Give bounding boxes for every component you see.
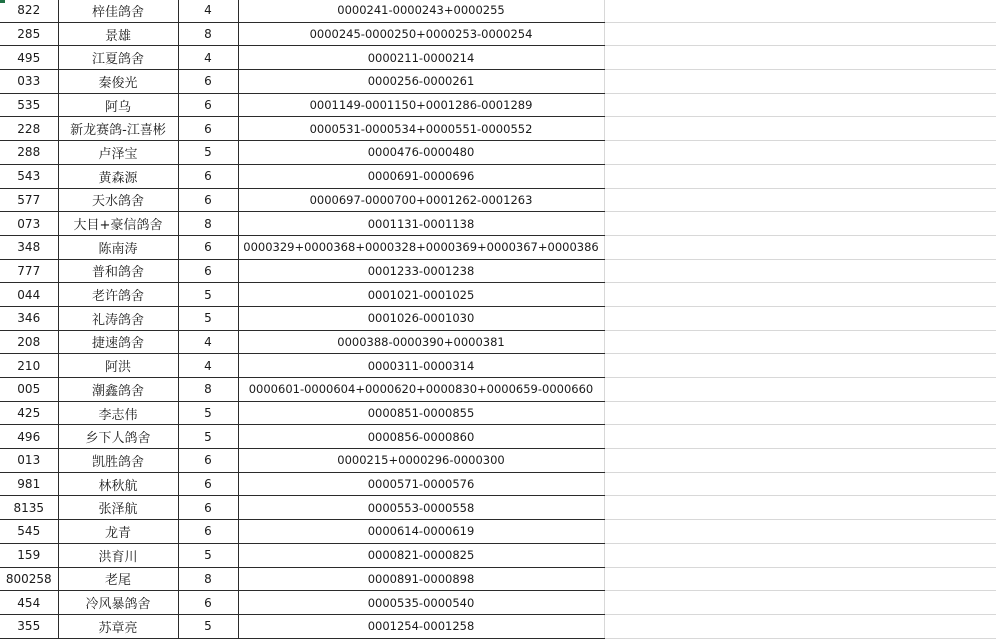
empty-cell[interactable] bbox=[604, 46, 996, 70]
table-row bbox=[0, 543, 1000, 567]
grid-edge bbox=[996, 259, 1000, 283]
table-row bbox=[0, 449, 1000, 473]
pigeon-count-cell[interactable]: 5 bbox=[178, 306, 238, 330]
ring-numbers-cell[interactable]: 0000821-0000825 bbox=[238, 543, 604, 567]
empty-cell[interactable] bbox=[604, 330, 996, 354]
owner-id-cell[interactable]: 348 bbox=[0, 235, 58, 259]
empty-cell[interactable] bbox=[604, 93, 996, 117]
owner-id-cell[interactable]: 159 bbox=[0, 543, 58, 567]
empty-cell[interactable] bbox=[604, 259, 996, 283]
pigeon-count-cell[interactable]: 5 bbox=[178, 425, 238, 449]
ring-numbers-cell[interactable]: 0000691-0000696 bbox=[238, 164, 604, 188]
table-row bbox=[0, 472, 1000, 496]
owner-id-cell[interactable]: 073 bbox=[0, 212, 58, 236]
owner-id-cell[interactable]: 005 bbox=[0, 378, 58, 402]
pigeon-count-cell[interactable]: 6 bbox=[178, 591, 238, 615]
table-row bbox=[0, 306, 1000, 330]
table-row bbox=[0, 283, 1000, 307]
table-row bbox=[0, 164, 1000, 188]
pigeon-count-cell[interactable]: 6 bbox=[178, 235, 238, 259]
ring-numbers-cell[interactable]: 0000614-0000619 bbox=[238, 520, 604, 544]
table-row bbox=[0, 141, 1000, 165]
ring-numbers-cell[interactable]: 0001149-0001150+0001286-0001289 bbox=[238, 93, 604, 117]
empty-cell[interactable] bbox=[604, 591, 996, 615]
table-row bbox=[0, 70, 1000, 94]
ring-numbers-cell[interactable]: 0000256-0000261 bbox=[238, 70, 604, 94]
table-row bbox=[0, 0, 1000, 22]
pigeon-count-cell[interactable]: 8 bbox=[178, 22, 238, 46]
grid-edge bbox=[996, 614, 1000, 638]
pigeon-count-cell[interactable]: 6 bbox=[178, 117, 238, 141]
owner-id-cell[interactable]: 800258 bbox=[0, 567, 58, 591]
ring-numbers-cell[interactable]: 0001233-0001238 bbox=[238, 259, 604, 283]
table-row bbox=[0, 354, 1000, 378]
pigeon-count-cell[interactable]: 8 bbox=[178, 378, 238, 402]
loft-name-cell[interactable]: 潮鑫鸽舍 bbox=[58, 378, 178, 402]
pigeon-count-cell[interactable]: 6 bbox=[178, 520, 238, 544]
grid-edge bbox=[996, 93, 1000, 117]
owner-id-cell[interactable]: 346 bbox=[0, 306, 58, 330]
grid-edge bbox=[996, 22, 1000, 46]
empty-cell[interactable] bbox=[604, 117, 996, 141]
grid-edge bbox=[996, 306, 1000, 330]
ring-numbers-cell[interactable]: 0000535-0000540 bbox=[238, 591, 604, 615]
ring-numbers-cell[interactable]: 0000856-0000860 bbox=[238, 425, 604, 449]
loft-name-cell[interactable]: 黄森源 bbox=[58, 164, 178, 188]
ring-numbers-cell[interactable]: 0000571-0000576 bbox=[238, 472, 604, 496]
table-row bbox=[0, 22, 1000, 46]
ring-numbers-cell[interactable]: 0000311-0000314 bbox=[238, 354, 604, 378]
grid-edge bbox=[996, 46, 1000, 70]
empty-cell[interactable] bbox=[604, 212, 996, 236]
table-row bbox=[0, 591, 1000, 615]
pigeon-count-cell[interactable]: 6 bbox=[178, 496, 238, 520]
table-row bbox=[0, 259, 1000, 283]
empty-cell[interactable] bbox=[604, 22, 996, 46]
empty-cell[interactable] bbox=[604, 472, 996, 496]
loft-name-cell[interactable]: 新龙赛鸽-江喜彬 bbox=[58, 117, 178, 141]
grid-edge bbox=[996, 283, 1000, 307]
empty-cell[interactable] bbox=[604, 425, 996, 449]
table-row bbox=[0, 188, 1000, 212]
ring-numbers-cell[interactable]: 0000891-0000898 bbox=[238, 567, 604, 591]
loft-name-cell[interactable]: 大目+豪信鸽舍 bbox=[58, 212, 178, 236]
loft-name-cell[interactable]: 龙青 bbox=[58, 520, 178, 544]
table-row bbox=[0, 117, 1000, 141]
ring-numbers-cell[interactable]: 0000697-0000700+0001262-0001263 bbox=[238, 188, 604, 212]
grid-edge bbox=[996, 378, 1000, 402]
pigeon-count-cell[interactable]: 8 bbox=[178, 567, 238, 591]
loft-name-cell[interactable]: 捷速鸽舍 bbox=[58, 330, 178, 354]
ring-numbers-cell[interactable]: 0000601-0000604+0000620+0000830+0000659-0000660 bbox=[238, 378, 604, 402]
empty-cell[interactable] bbox=[604, 401, 996, 425]
loft-name-cell[interactable]: 江夏鸽舍 bbox=[58, 46, 178, 70]
pigeon-count-cell[interactable]: 6 bbox=[178, 70, 238, 94]
empty-cell[interactable] bbox=[604, 188, 996, 212]
owner-id-cell[interactable]: 543 bbox=[0, 164, 58, 188]
loft-name-cell[interactable]: 梓佳鸽舍 bbox=[58, 0, 178, 22]
empty-cell[interactable] bbox=[604, 306, 996, 330]
loft-name-cell[interactable]: 天水鸽舍 bbox=[58, 188, 178, 212]
empty-cell[interactable] bbox=[604, 235, 996, 259]
grid-edge bbox=[996, 212, 1000, 236]
ring-numbers-cell[interactable]: 0000531-0000534+0000551-0000552 bbox=[238, 117, 604, 141]
ring-numbers-cell[interactable]: 0001131-0001138 bbox=[238, 212, 604, 236]
ring-numbers-cell[interactable]: 0000388-0000390+0000381 bbox=[238, 330, 604, 354]
owner-id-cell[interactable]: 496 bbox=[0, 425, 58, 449]
table-row bbox=[0, 425, 1000, 449]
owner-id-cell[interactable]: 285 bbox=[0, 22, 58, 46]
loft-name-cell[interactable]: 普和鸽舍 bbox=[58, 259, 178, 283]
pigeon-count-cell[interactable]: 6 bbox=[178, 259, 238, 283]
owner-id-cell[interactable]: 288 bbox=[0, 141, 58, 165]
table-row bbox=[0, 614, 1000, 638]
pigeon-count-cell[interactable]: 4 bbox=[178, 354, 238, 378]
grid-edge bbox=[996, 164, 1000, 188]
empty-cell[interactable] bbox=[604, 70, 996, 94]
grid-edge bbox=[996, 591, 1000, 615]
loft-name-cell[interactable]: 凯胜鸽舍 bbox=[58, 449, 178, 473]
grid-edge bbox=[996, 543, 1000, 567]
loft-name-cell[interactable]: 冷风暴鸽舍 bbox=[58, 591, 178, 615]
owner-id-cell[interactable]: 777 bbox=[0, 259, 58, 283]
table-row bbox=[0, 330, 1000, 354]
grid-edge bbox=[996, 354, 1000, 378]
loft-name-cell[interactable]: 老许鸽舍 bbox=[58, 283, 178, 307]
loft-name-cell[interactable]: 礼涛鸽舍 bbox=[58, 306, 178, 330]
table-row bbox=[0, 401, 1000, 425]
owner-id-cell[interactable]: 208 bbox=[0, 330, 58, 354]
pigeon-count-cell[interactable]: 6 bbox=[178, 164, 238, 188]
owner-id-cell[interactable]: 228 bbox=[0, 117, 58, 141]
empty-cell[interactable] bbox=[604, 449, 996, 473]
empty-cell[interactable] bbox=[604, 0, 996, 22]
ring-numbers-cell[interactable]: 0001254-0001258 bbox=[238, 614, 604, 638]
table-row bbox=[0, 496, 1000, 520]
owner-id-cell[interactable]: 013 bbox=[0, 449, 58, 473]
empty-cell[interactable] bbox=[604, 496, 996, 520]
pigeon-count-cell[interactable]: 4 bbox=[178, 330, 238, 354]
empty-cell[interactable] bbox=[604, 141, 996, 165]
loft-name-cell[interactable]: 秦俊光 bbox=[58, 70, 178, 94]
owner-id-cell[interactable]: 8135 bbox=[0, 496, 58, 520]
owner-id-cell[interactable]: 535 bbox=[0, 93, 58, 117]
owner-id-cell[interactable]: 044 bbox=[0, 283, 58, 307]
grid-edge bbox=[996, 401, 1000, 425]
ring-numbers-cell[interactable]: 0000245-0000250+0000253-0000254 bbox=[238, 22, 604, 46]
grid-edge bbox=[996, 70, 1000, 94]
grid-edge bbox=[996, 0, 1000, 22]
owner-id-cell[interactable]: 355 bbox=[0, 614, 58, 638]
ring-numbers-cell[interactable]: 0000211-0000214 bbox=[238, 46, 604, 70]
empty-cell[interactable] bbox=[604, 567, 996, 591]
ring-numbers-cell[interactable]: 0000553-0000558 bbox=[238, 496, 604, 520]
loft-name-cell[interactable]: 乡下人鸽舍 bbox=[58, 425, 178, 449]
pigeon-count-cell[interactable]: 8 bbox=[178, 212, 238, 236]
grid-edge bbox=[996, 425, 1000, 449]
table-row bbox=[0, 212, 1000, 236]
grid-edge bbox=[996, 188, 1000, 212]
pigeon-count-cell[interactable]: 4 bbox=[178, 0, 238, 22]
pigeon-count-cell[interactable]: 5 bbox=[178, 401, 238, 425]
empty-cell[interactable] bbox=[604, 614, 996, 638]
pigeon-count-cell[interactable]: 5 bbox=[178, 141, 238, 165]
table-row bbox=[0, 567, 1000, 591]
ring-numbers-cell[interactable]: 0001021-0001025 bbox=[238, 283, 604, 307]
loft-name-cell[interactable]: 卢泽宝 bbox=[58, 141, 178, 165]
loft-name-cell[interactable]: 林秋航 bbox=[58, 472, 178, 496]
owner-id-cell[interactable]: 981 bbox=[0, 472, 58, 496]
ring-numbers-cell[interactable]: 0000329+0000368+0000328+0000369+0000367+0000386 bbox=[238, 235, 604, 259]
empty-cell[interactable] bbox=[604, 164, 996, 188]
loft-name-cell[interactable]: 阿洪 bbox=[58, 354, 178, 378]
loft-name-cell[interactable]: 陈南涛 bbox=[58, 235, 178, 259]
loft-name-cell[interactable]: 景雄 bbox=[58, 22, 178, 46]
grid-edge bbox=[996, 472, 1000, 496]
pigeon-count-cell[interactable]: 4 bbox=[178, 46, 238, 70]
ring-numbers-cell[interactable]: 0001026-0001030 bbox=[238, 306, 604, 330]
empty-cell[interactable] bbox=[604, 378, 996, 402]
pigeon-count-cell[interactable]: 6 bbox=[178, 449, 238, 473]
owner-id-cell[interactable]: 822 bbox=[0, 0, 58, 22]
owner-id-cell[interactable]: 033 bbox=[0, 70, 58, 94]
table-row bbox=[0, 93, 1000, 117]
grid-edge bbox=[996, 449, 1000, 473]
grid-edge bbox=[996, 330, 1000, 354]
ring-numbers-cell[interactable]: 0000215+0000296-0000300 bbox=[238, 449, 604, 473]
owner-id-cell[interactable]: 577 bbox=[0, 188, 58, 212]
owner-id-cell[interactable]: 545 bbox=[0, 520, 58, 544]
table-row bbox=[0, 520, 1000, 544]
ring-numbers-cell[interactable]: 0000476-0000480 bbox=[238, 141, 604, 165]
owner-id-cell[interactable]: 210 bbox=[0, 354, 58, 378]
grid-edge bbox=[996, 235, 1000, 259]
table-row bbox=[0, 235, 1000, 259]
ring-numbers-cell[interactable]: 0000241-0000243+0000255 bbox=[238, 0, 604, 22]
pigeon-count-cell[interactable]: 6 bbox=[178, 188, 238, 212]
pigeon-count-cell[interactable]: 5 bbox=[178, 614, 238, 638]
table-row bbox=[0, 46, 1000, 70]
loft-name-cell[interactable]: 阿乌 bbox=[58, 93, 178, 117]
loft-name-cell[interactable]: 洪育川 bbox=[58, 543, 178, 567]
owner-id-cell[interactable]: 425 bbox=[0, 401, 58, 425]
owner-id-cell[interactable]: 495 bbox=[0, 46, 58, 70]
loft-name-cell[interactable]: 苏章亮 bbox=[58, 614, 178, 638]
table-row bbox=[0, 378, 1000, 402]
pigeon-count-cell[interactable]: 6 bbox=[178, 93, 238, 117]
loft-name-cell[interactable]: 张泽航 bbox=[58, 496, 178, 520]
loft-name-cell[interactable]: 李志伟 bbox=[58, 401, 178, 425]
empty-cell[interactable] bbox=[604, 543, 996, 567]
loft-name-cell[interactable]: 老尾 bbox=[58, 567, 178, 591]
ring-numbers-cell[interactable]: 0000851-0000855 bbox=[238, 401, 604, 425]
empty-cell[interactable] bbox=[604, 354, 996, 378]
empty-cell[interactable] bbox=[604, 283, 996, 307]
pigeon-count-cell[interactable]: 6 bbox=[178, 472, 238, 496]
grid-edge bbox=[996, 496, 1000, 520]
grid-edge bbox=[996, 567, 1000, 591]
grid-edge bbox=[996, 520, 1000, 544]
pigeon-count-cell[interactable]: 5 bbox=[178, 283, 238, 307]
pigeon-count-cell[interactable]: 5 bbox=[178, 543, 238, 567]
owner-id-cell[interactable]: 454 bbox=[0, 591, 58, 615]
grid-edge bbox=[996, 117, 1000, 141]
grid-edge bbox=[996, 141, 1000, 165]
empty-cell[interactable] bbox=[604, 520, 996, 544]
